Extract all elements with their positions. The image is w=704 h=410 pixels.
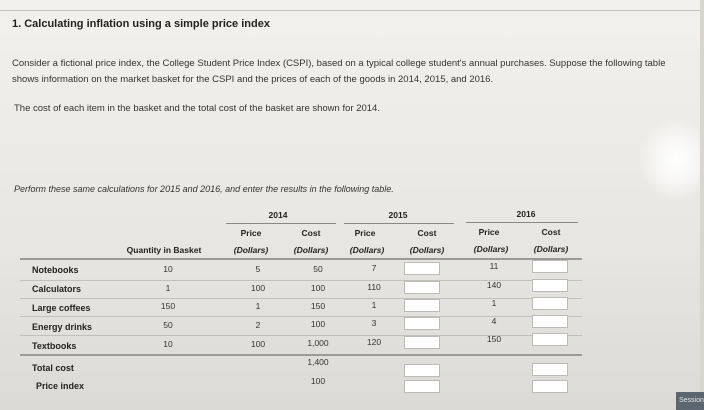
year-2014-header: 2014 [268,210,288,220]
cost-2014-cell: 100 [310,283,326,293]
quantity-header: Quantity in Basket [126,245,202,255]
total-cost-2015-input[interactable] [404,364,440,377]
cost-2014-cell: 50 [313,264,323,274]
instruction-text: Perform these same calculations for 2015 and 2016, and enter the results in the following table. [14,184,394,194]
cost-2015-input[interactable] [404,299,440,312]
cost-2015-input[interactable] [404,262,440,275]
cost-2014-header: Cost [301,228,321,238]
price-2015-header: Price [354,228,376,238]
price-2014-header: Price [240,228,262,238]
year-2014-rule [226,223,336,224]
session-button[interactable]: Session [676,392,704,410]
total-divider [20,354,582,356]
cost-2016-header: Cost [541,227,561,237]
year-2015-header: 2015 [388,210,408,220]
cost-2016-input[interactable] [532,260,568,273]
cost-2015-input[interactable] [404,281,440,294]
problem-intro: Consider a fictional price index, the College Student Price Index (CSPI), based on a typical college student's annual purchases. Suppose the following table shows information on the market basket for the CSPI and the prices of each of the goods in 2014, 2015, and 2016. [12,58,666,85]
total-cost-2014: 1,400 [307,357,329,367]
price-index-2015-input[interactable] [404,380,440,393]
quantity-cell: 1 [165,283,171,293]
price-2015-cell: 110 [367,282,381,292]
price-2015-cell: 7 [371,263,377,273]
price-2016-cell: 11 [489,261,499,271]
price-2014-cell: 1 [255,301,261,311]
header-divider [20,258,582,260]
cost-2016-input[interactable] [532,333,568,346]
price-2015-cell: 1 [371,300,377,310]
price-2014-unit: (Dollars) [233,245,269,255]
price-2014-cell: 2 [255,320,261,330]
price-2016-cell: 4 [491,316,497,326]
quantity-cell: 10 [163,264,173,274]
price-index-label: Price index [36,381,85,391]
year-2015-rule [344,223,454,224]
cost-2014-cell: 100 [310,319,326,329]
price-index-2014: 100 [310,376,326,386]
price-2015-cell: 120 [366,337,382,347]
quantity-cell: 50 [163,320,173,330]
quantity-cell: 150 [160,301,176,311]
price-2016-unit: (Dollars) [473,244,509,254]
price-2016-header: Price [478,227,500,237]
price-2015-cell: 3 [371,318,377,328]
cost-2016-input[interactable] [532,297,568,310]
screen-glare [640,120,700,200]
price-2014-cell: 100 [250,339,266,349]
row-label: Energy drinks [32,322,93,332]
price-index-2016-input[interactable] [532,380,568,393]
row-label: Notebooks [32,265,79,275]
total-cost-2016-input[interactable] [532,363,568,376]
top-divider [0,10,700,11]
cost-2014-cell: 150 [310,301,326,311]
row-label: Large coffees [32,303,91,313]
price-2016-cell: 1 [491,298,497,308]
year-2016-header: 2016 [516,209,536,219]
cost-2016-input[interactable] [532,315,568,328]
problem-title: 1. Calculating inflation using a simple price index [12,18,270,30]
cost-2015-unit: (Dollars) [409,245,445,255]
cost-2014-cell: 1,000 [307,338,329,348]
price-2014-cell: 100 [250,283,266,293]
row-label: Textbooks [32,341,77,351]
price-2016-cell: 140 [486,280,502,290]
price-2015-unit: (Dollars) [349,245,385,255]
total-cost-label: Total cost [32,363,74,373]
cost-2015-header: Cost [417,228,437,238]
cost-2014-unit: (Dollars) [293,245,329,255]
cost-2016-unit: (Dollars) [533,244,569,254]
price-2014-cell: 5 [255,264,261,274]
cost-note: The cost of each item in the basket and the total cost of the basket are shown for 2014. [14,103,380,114]
quantity-cell: 10 [163,339,173,349]
cost-2015-input[interactable] [404,336,440,349]
price-2016-cell: 150 [486,334,502,344]
cost-2015-input[interactable] [404,317,440,330]
year-2016-rule [466,222,578,223]
cost-2016-input[interactable] [532,279,568,292]
row-label: Calculators [32,284,82,294]
